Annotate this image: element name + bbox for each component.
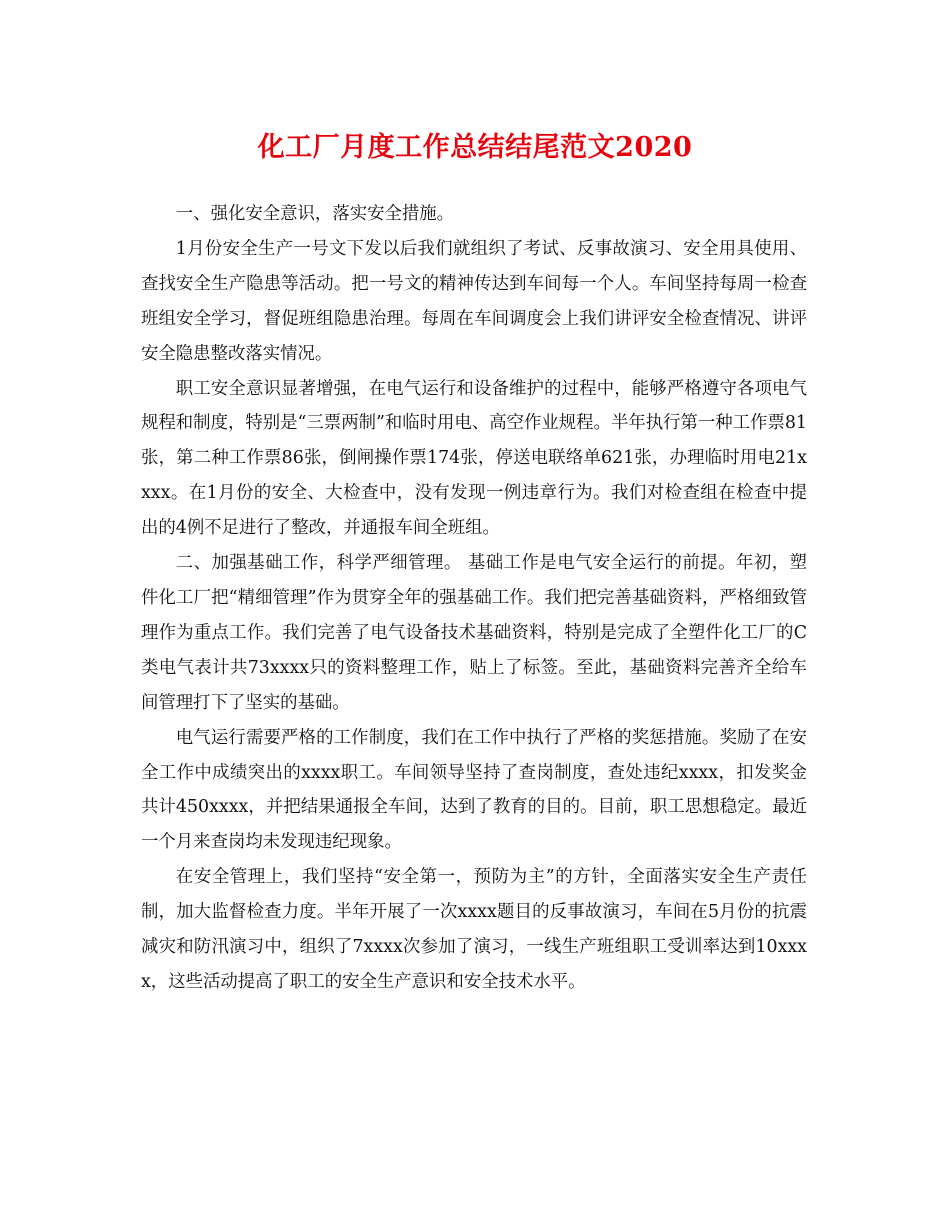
- paragraph-4: 二、加强基础工作，科学严细管理。 基础工作是电气安全运行的前提。年初，塑件化工厂把“精细管理”作为贯穿全年的强基础工作。我们把完善基础资料，严格细致管理作为重点工作。我们完善了电气设备技术基础资料，特别是完成了全塑件化工厂的C类电气表计共73xxxx只的资料整理工作，贴上了标签。至此，基础资料完善齐全给车间管理打下了坚实的基础。: [141, 553, 807, 713]
- document-body: [141, 197, 807, 1000]
- paragraph-2: 1月份安全生产一号文下发以后我们就组织了考试、反事故演习、安全用具使用、查找安全生产隐患等活动。把一号文的精神传达到车间每一个人。车间坚持每周一检查班组安全学习，督促班组隐患治理。每周在车间调度会上我们讲评安全检查情况、讲评安全隐患整改落实情况。: [141, 238, 807, 364]
- paragraph-1: 一、强化安全意识，落实安全措施。: [175, 204, 455, 224]
- paragraph-6: 在安全管理上，我们坚持“安全第一，预防为主”的方针，全面落实安全生产责任制，加大监督检查力度。半年开展了一次xxxx题目的反事故演习，车间在5月份的抗震减灾和防汛演习中，组织了7xxxx次参加了演习，一线生产班组职工受训率达到10xxxx，这些活动提高了职工的安全生产意识和安全技术水平。: [141, 867, 807, 992]
- paragraph-5: 电气运行需要严格的工作制度，我们在工作中执行了严格的奖惩措施。奖励了在安全工作中成绩突出的xxxx职工。车间领导坚持了查岗制度，查处违纪xxxx，扣发奖金共计450xxxx，并把结果通报全车间，达到了教育的目的。目前，职工思想稳定。最近一个月来查岗均未发现违纪现象。: [141, 727, 807, 853]
- paragraph-3: 职工安全意识显著增强，在电气运行和设备维护的过程中，能够严格遵守各项电气规程和制度，特别是“三票两制”和临时用电、高空作业规程。半年执行第一种工作票81张，第二种工作票86张，倒闸操作票174张，停送电联络单621张，办理临时用电21xxxx。在1月份的安全、大检查中，没有发现一例违章行为。我们对检查组在检查中提出的4例不足进行了整改，并通报车间全班组。: [141, 378, 807, 539]
- document-title: 化工厂月度工作总结结尾范文2020: [257, 132, 693, 163]
